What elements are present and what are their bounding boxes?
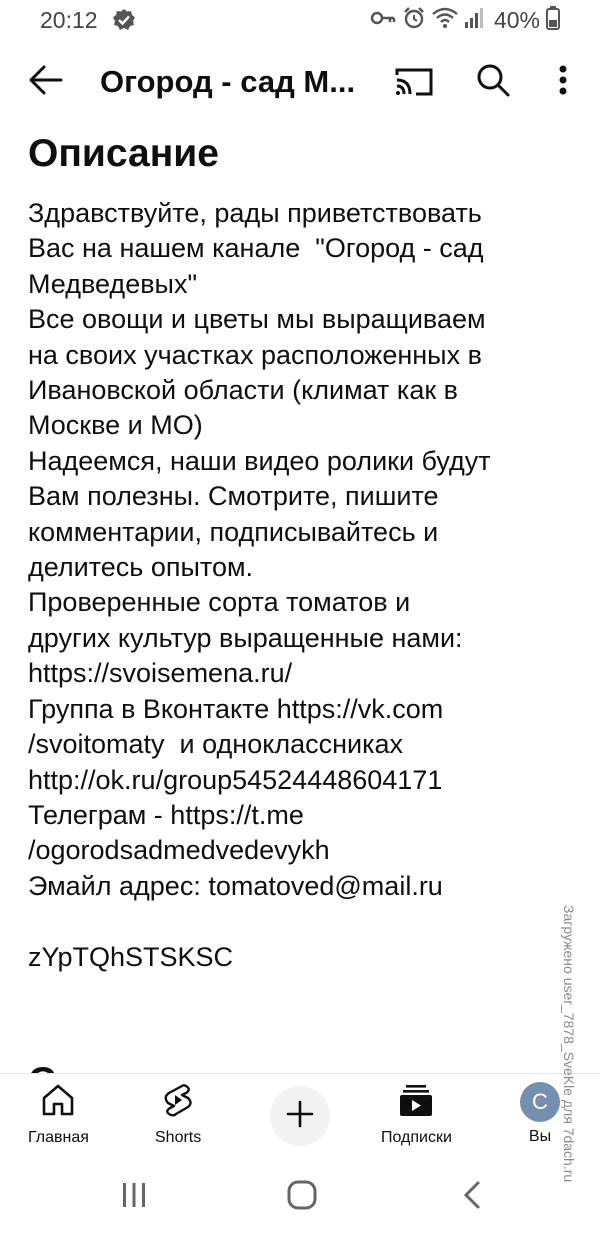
back-button[interactable] xyxy=(24,60,68,104)
description-line: Ивановской области (климат как в xyxy=(28,375,459,406)
recent-apps-button[interactable] xyxy=(114,1177,154,1217)
cast-icon xyxy=(394,66,434,103)
back-chevron-icon xyxy=(461,1180,483,1215)
home-system-button[interactable] xyxy=(282,1177,322,1217)
back-system-button[interactable] xyxy=(452,1177,492,1217)
watermark-text: Загружено user_7878_SveKle для 7dach.ru xyxy=(561,905,577,1183)
avatar: C xyxy=(520,1082,560,1122)
description-line: Все овощи и цветы мы выращиваем xyxy=(28,304,486,335)
description-text xyxy=(28,196,578,975)
description-line: комментарии, подписывайтесь и xyxy=(28,516,439,547)
nav-you[interactable] xyxy=(520,1082,560,1146)
link-telegram[interactable]: Телеграм - https://t.me xyxy=(28,799,304,830)
link-vk-group[interactable]: Группа в Вконтакте https://vk.com xyxy=(28,693,444,724)
status-time: 20:12 xyxy=(40,7,98,33)
bottom-navigation xyxy=(0,1073,600,1160)
description-line: других культур выращенные нами: xyxy=(28,622,463,653)
description-panel xyxy=(0,122,600,1072)
nav-shorts[interactable] xyxy=(155,1082,201,1147)
status-icons xyxy=(370,6,560,35)
nav-subscriptions-label: Подписки xyxy=(381,1129,452,1146)
wifi-icon xyxy=(432,7,458,34)
nav-home[interactable] xyxy=(28,1082,89,1147)
description-heading: Описание xyxy=(28,132,219,175)
description-line: Здравствуйте, рады приветствовать xyxy=(28,198,482,228)
description-line: на своих участках расположенных в xyxy=(28,339,482,370)
app-bar xyxy=(0,40,600,122)
nav-subscriptions[interactable] xyxy=(381,1082,452,1147)
link-vk-group-cont[interactable]: /svoitomaty и одноклассниках xyxy=(28,729,404,760)
more-vert-icon xyxy=(559,65,567,100)
description-line: Вам полезны. Смотрите, пишите xyxy=(28,481,439,512)
description-line: Медведевых" xyxy=(28,268,198,299)
system-navigation xyxy=(0,1159,600,1233)
link-svoisemena[interactable]: https://svoisemena.ru/ xyxy=(28,658,293,689)
description-line: Надеемся, наши видео ролики будут xyxy=(28,445,491,476)
nav-home-label: Главная xyxy=(28,1129,89,1146)
link-telegram-cont[interactable]: /ogorodsadmedvedevykh xyxy=(28,835,330,866)
nav-you-label: Вы xyxy=(528,1128,552,1145)
plus-icon xyxy=(286,1100,314,1133)
signal-icon xyxy=(464,7,484,34)
status-bar xyxy=(0,0,600,40)
cast-button[interactable] xyxy=(392,62,436,106)
search-icon xyxy=(476,63,510,102)
nav-shorts-label: Shorts xyxy=(155,1129,202,1146)
key-icon xyxy=(370,8,396,33)
more-options-button[interactable] xyxy=(548,60,578,104)
description-code: zYpTQhSTSKSC xyxy=(28,941,234,972)
create-button[interactable] xyxy=(270,1086,330,1146)
subscriptions-icon xyxy=(398,1082,434,1123)
email-line[interactable]: Эмайл адрес: tomatoved@mail.ru xyxy=(28,870,443,901)
battery-percent: 40% xyxy=(493,7,540,33)
back-arrow-icon xyxy=(29,65,63,100)
description-line: делитесь опытом. xyxy=(28,552,254,583)
description-blank-line xyxy=(28,904,578,939)
channel-title: Огород - сад М... xyxy=(100,64,356,99)
search-button[interactable] xyxy=(471,60,515,104)
alarm-icon xyxy=(402,6,426,35)
recent-apps-icon xyxy=(120,1182,148,1213)
home-icon xyxy=(40,1082,76,1123)
shorts-icon xyxy=(160,1082,196,1123)
verified-check-icon xyxy=(112,8,136,37)
link-ok-group[interactable]: http://ok.ru/group54524448604171 xyxy=(28,764,443,795)
battery-icon xyxy=(546,6,560,35)
description-line: Проверенные сорта томатов и xyxy=(28,587,411,618)
home-circle-icon xyxy=(287,1180,317,1215)
description-line: Москве и МО) xyxy=(28,410,203,441)
description-line: Вас на нашем канале "Огород - сад xyxy=(28,233,484,264)
